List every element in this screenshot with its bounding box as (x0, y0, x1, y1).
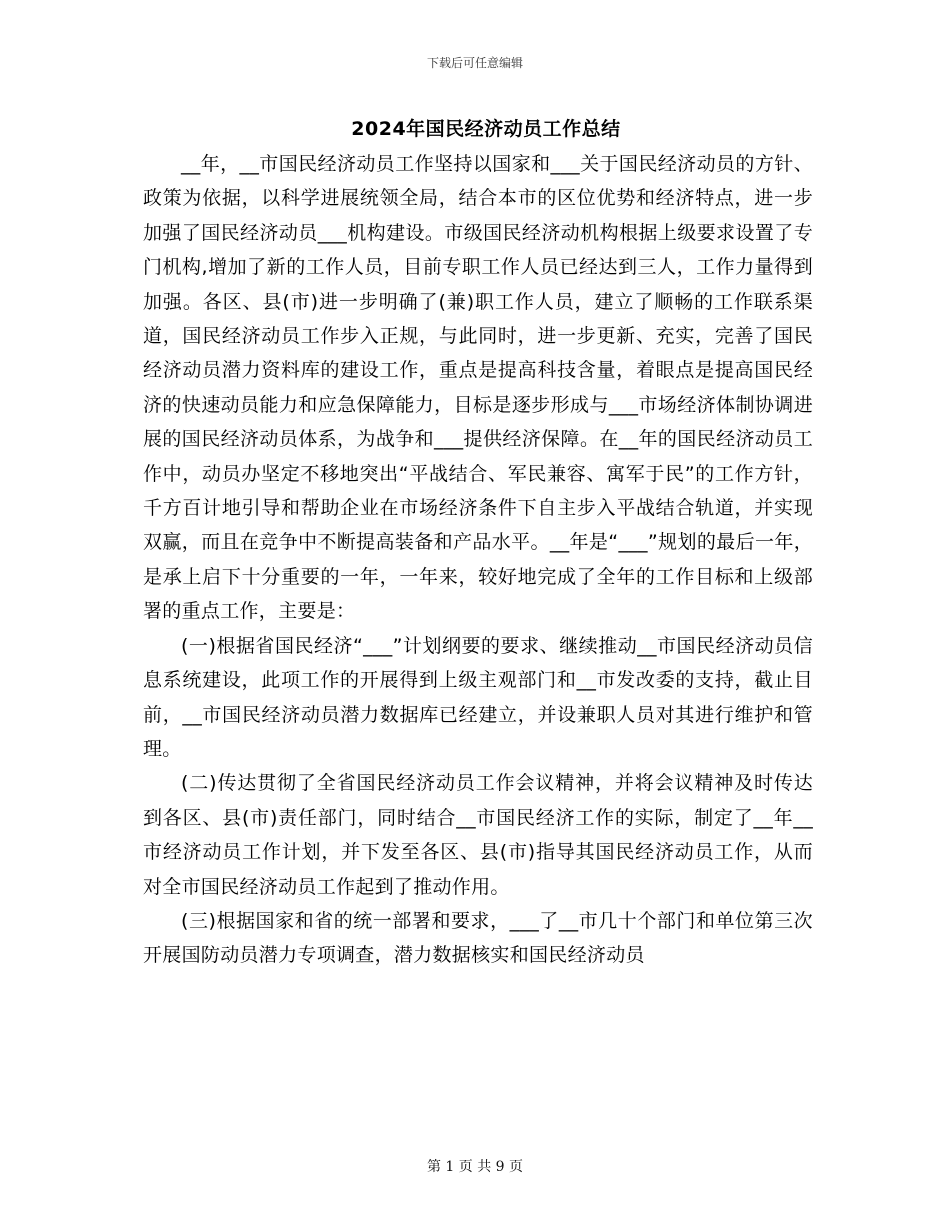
document-title: 2024年国民经济动员工作总结 (351, 118, 621, 140)
document-body (143, 147, 813, 973)
header-note: 下载后可任意编辑 (426, 56, 523, 70)
paragraph-item-1: (一)根据省国民经济“___”计划纲要的要求、继续推动__市国民经济动员信息系统建设，此项工作的开展得到上级主观部门和__市发改委的支持，截止目前，__市国民经济动员潜力数据库已经建立，并设兼职人员对其进行维护和管理。 (143, 634, 813, 760)
paragraph-intro: __年，__市国民经济动员工作坚持以国家和___关于国民经济动员的方针、政策为依据，以科学进展统领全局，结合本市的区位优势和经济特点，进一步加强了国民经济动员___机构建设。市级国民经济动机构根据上级要求设置了专门机构,增加了新的工作人员，目前专职工作人员已经达到三人，工作力量得到加强。各区、县(市)进一步明确了(兼)职工作人员，建立了顺畅的工作联系渠道，国民经济动员工作步入正规，与此同时，进一步更新、充实，完善了国民经济动员潜力资料库的建设工作，重点是提高科技含量，着眼点是提高国民经济的快速动员能力和应急保障能力，目标是逐步形成与___市场经济体制协调进展的国民经济动员体系，为战争和___提供经济保障。在__年的国民经济动员工作中，动员办坚定不移地突出“平战结合、军民兼容、寓军于民”的工作方针，千方百计地引导和帮助企业在市场经济条件下自主步入平战结合轨道，并实现双赢，而且在竞争中不断提高装备和产品水平。__年是“___”规划的最后一年，是承上启下十分重要的一年，一年来，较好地完成了全年的工作目标和上级部署的重点工作，主要是： (143, 153, 813, 623)
page-number: 第 1 页 共 9 页 (426, 1159, 524, 1175)
paragraph-item-3: (三)根据国家和省的统一部署和要求，___了__市几十个部门和单位第三次开展国防动员潜力专项调查，潜力数据核实和国民经济动员 (143, 909, 813, 967)
paragraph-item-2: (二)传达贯彻了全省国民经济动员工作会议精神，并将会议精神及时传达到各区、县(市)责任部门，同时结合__市国民经济工作的实际，制定了__年__市经济动员工作计划，并下发至各区、县(市)指导其国民经济动员工作，从而对全市国民经济动员工作起到了推动作用。 (143, 772, 813, 898)
